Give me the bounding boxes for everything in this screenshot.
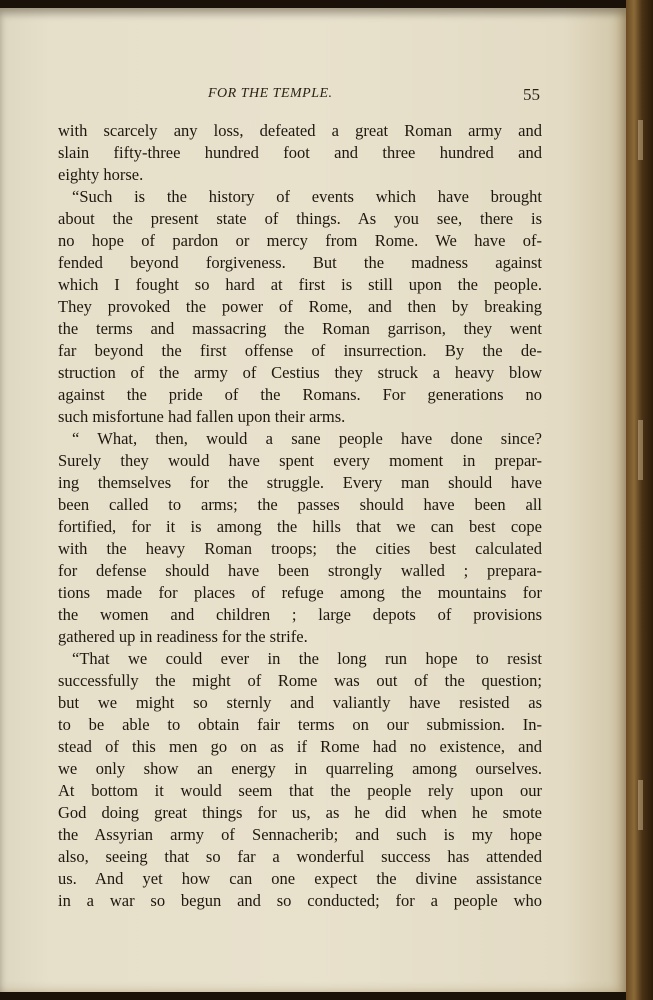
book-page	[0, 8, 626, 992]
book-spine-edge	[626, 0, 653, 1000]
text-line: “That we could ever in the long run hope to resist	[72, 649, 542, 668]
text-line: ing themselves for the struggle. Every man should have	[58, 473, 542, 492]
text-line: us. And yet how can one expect the divine assistance	[58, 869, 542, 888]
text-line: the Assyrian army of Sennacherib; and such is my hope	[58, 825, 542, 844]
text-line: with the heavy Roman troops; the cities best calculated	[58, 539, 542, 558]
text-line: the women and children ; large depots of provisions	[58, 605, 542, 624]
body-text	[58, 120, 542, 912]
text-line: which I fought so hard at first is still upon the people.	[58, 275, 542, 294]
running-head: FOR THE TEMPLE.	[208, 86, 333, 101]
text-line: Surely they would have spent every moment in prepar-	[58, 451, 542, 470]
text-line: against the pride of the Romans. For generations no	[58, 385, 542, 404]
text-line: for defense should have been strongly walled ; prepara-	[58, 561, 542, 580]
text-line: also, seeing that so far a wonderful success has attended	[58, 847, 542, 866]
text-line: but we might so sternly and valiantly have resisted as	[58, 693, 542, 712]
text-line: fortified, for it is among the hills that we can best cope	[58, 517, 542, 536]
text-line: in a war so begun and so conducted; for a people who	[58, 891, 542, 910]
text-line: successfully the might of Rome was out of the question;	[58, 671, 542, 690]
text-line: slain fifty-three hundred foot and three hundred and	[58, 143, 542, 162]
text-line: struction of the army of Cestius they struck a heavy blow	[58, 363, 542, 382]
text-line: no hope of pardon or mercy from Rome. We have of-	[58, 231, 542, 250]
text-line: with scarcely any loss, defeated a great Roman army and	[58, 121, 542, 140]
text-line: to be able to obtain fair terms on our submission. In-	[58, 715, 542, 734]
edge-wear-mark	[638, 780, 643, 830]
page-number: 55	[523, 85, 540, 104]
text-line: God doing great things for us, as he did when he smote	[58, 803, 542, 822]
text-line: fended beyond forgiveness. But the madness against	[58, 253, 542, 272]
edge-wear-mark	[638, 420, 643, 480]
edge-wear-mark	[638, 120, 643, 160]
text-line: about the present state of things. As you see, there is	[58, 209, 542, 228]
text-line: tions made for places of refuge among the mountains for	[58, 583, 542, 602]
text-line: far beyond the first offense of insurrection. By the de-	[58, 341, 542, 360]
text-line: They provoked the power of Rome, and then by breaking	[58, 297, 542, 316]
text-line: the terms and massacring the Roman garrison, they went	[58, 319, 542, 338]
text-line: been called to arms; the passes should have been all	[58, 495, 542, 514]
text-line: eighty horse.	[58, 165, 144, 184]
text-line: such misfortune had fallen upon their arms.	[58, 407, 346, 426]
page-header	[58, 86, 542, 110]
text-line: gathered up in readiness for the strife.	[58, 627, 308, 646]
text-line: we only show an energy in quarreling among ourselves.	[58, 759, 542, 778]
text-line: “ What, then, would a sane people have done since?	[72, 429, 542, 448]
text-line: “Such is the history of events which have brought	[72, 187, 542, 206]
text-line: At bottom it would seem that the people rely upon our	[58, 781, 542, 800]
text-line: stead of this men go on as if Rome had no existence, and	[58, 737, 542, 756]
